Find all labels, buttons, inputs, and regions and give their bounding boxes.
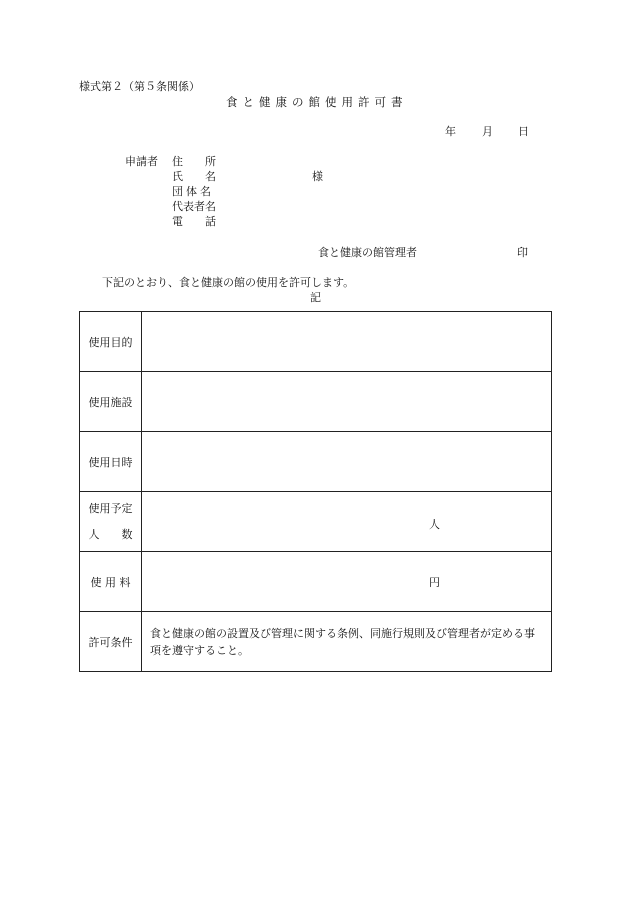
manager-label: 食と健康の館管理者	[318, 246, 417, 259]
applicant-label: 申請者	[125, 155, 158, 168]
facility-label: 使用施設	[80, 372, 142, 432]
facility-value	[142, 372, 552, 432]
facility-row	[80, 372, 552, 432]
fee-row	[80, 552, 552, 612]
address-label: 住 所	[172, 155, 216, 168]
representative-label: 代表者名	[172, 200, 216, 213]
date-year: 年	[445, 125, 456, 138]
people-label	[80, 492, 142, 552]
condition-text: 食と健康の館の設置及び管理に関する条例、同施行規則及び管理者が定める事項を遵守すること。	[142, 612, 552, 672]
people-label-line2: 人 数	[88, 527, 133, 541]
name-label: 氏 名	[172, 170, 216, 183]
phone-label: 電 話	[172, 215, 216, 228]
condition-row	[80, 612, 552, 672]
group-label: 団体名	[172, 185, 214, 198]
datetime-label: 使用日時	[80, 432, 142, 492]
people-unit: 人	[429, 518, 440, 531]
people-row	[80, 492, 552, 552]
condition-label: 許可条件	[80, 612, 142, 672]
purpose-row	[80, 312, 552, 372]
fee-unit: 円	[429, 576, 440, 589]
purpose-label: 使用目的	[80, 312, 142, 372]
fee-label: 使 用 料	[80, 552, 142, 612]
datetime-value	[142, 432, 552, 492]
ki-heading: 記	[310, 291, 321, 304]
honorific: 様	[312, 170, 323, 183]
seal-mark: 印	[517, 246, 528, 259]
permit-table	[79, 311, 552, 672]
people-value	[142, 492, 552, 552]
date-month: 月	[482, 125, 493, 138]
people-label-line1: 使用予定	[88, 501, 133, 515]
fee-value	[142, 552, 552, 612]
form-number: 様式第２（第５条関係）	[79, 80, 200, 93]
purpose-value	[142, 312, 552, 372]
document-title: 食と健康の館使用許可書	[226, 95, 408, 109]
permission-statement: 下記のとおり、食と健康の館の使用を許可します。	[102, 276, 355, 289]
datetime-row	[80, 432, 552, 492]
date-day: 日	[518, 125, 529, 138]
